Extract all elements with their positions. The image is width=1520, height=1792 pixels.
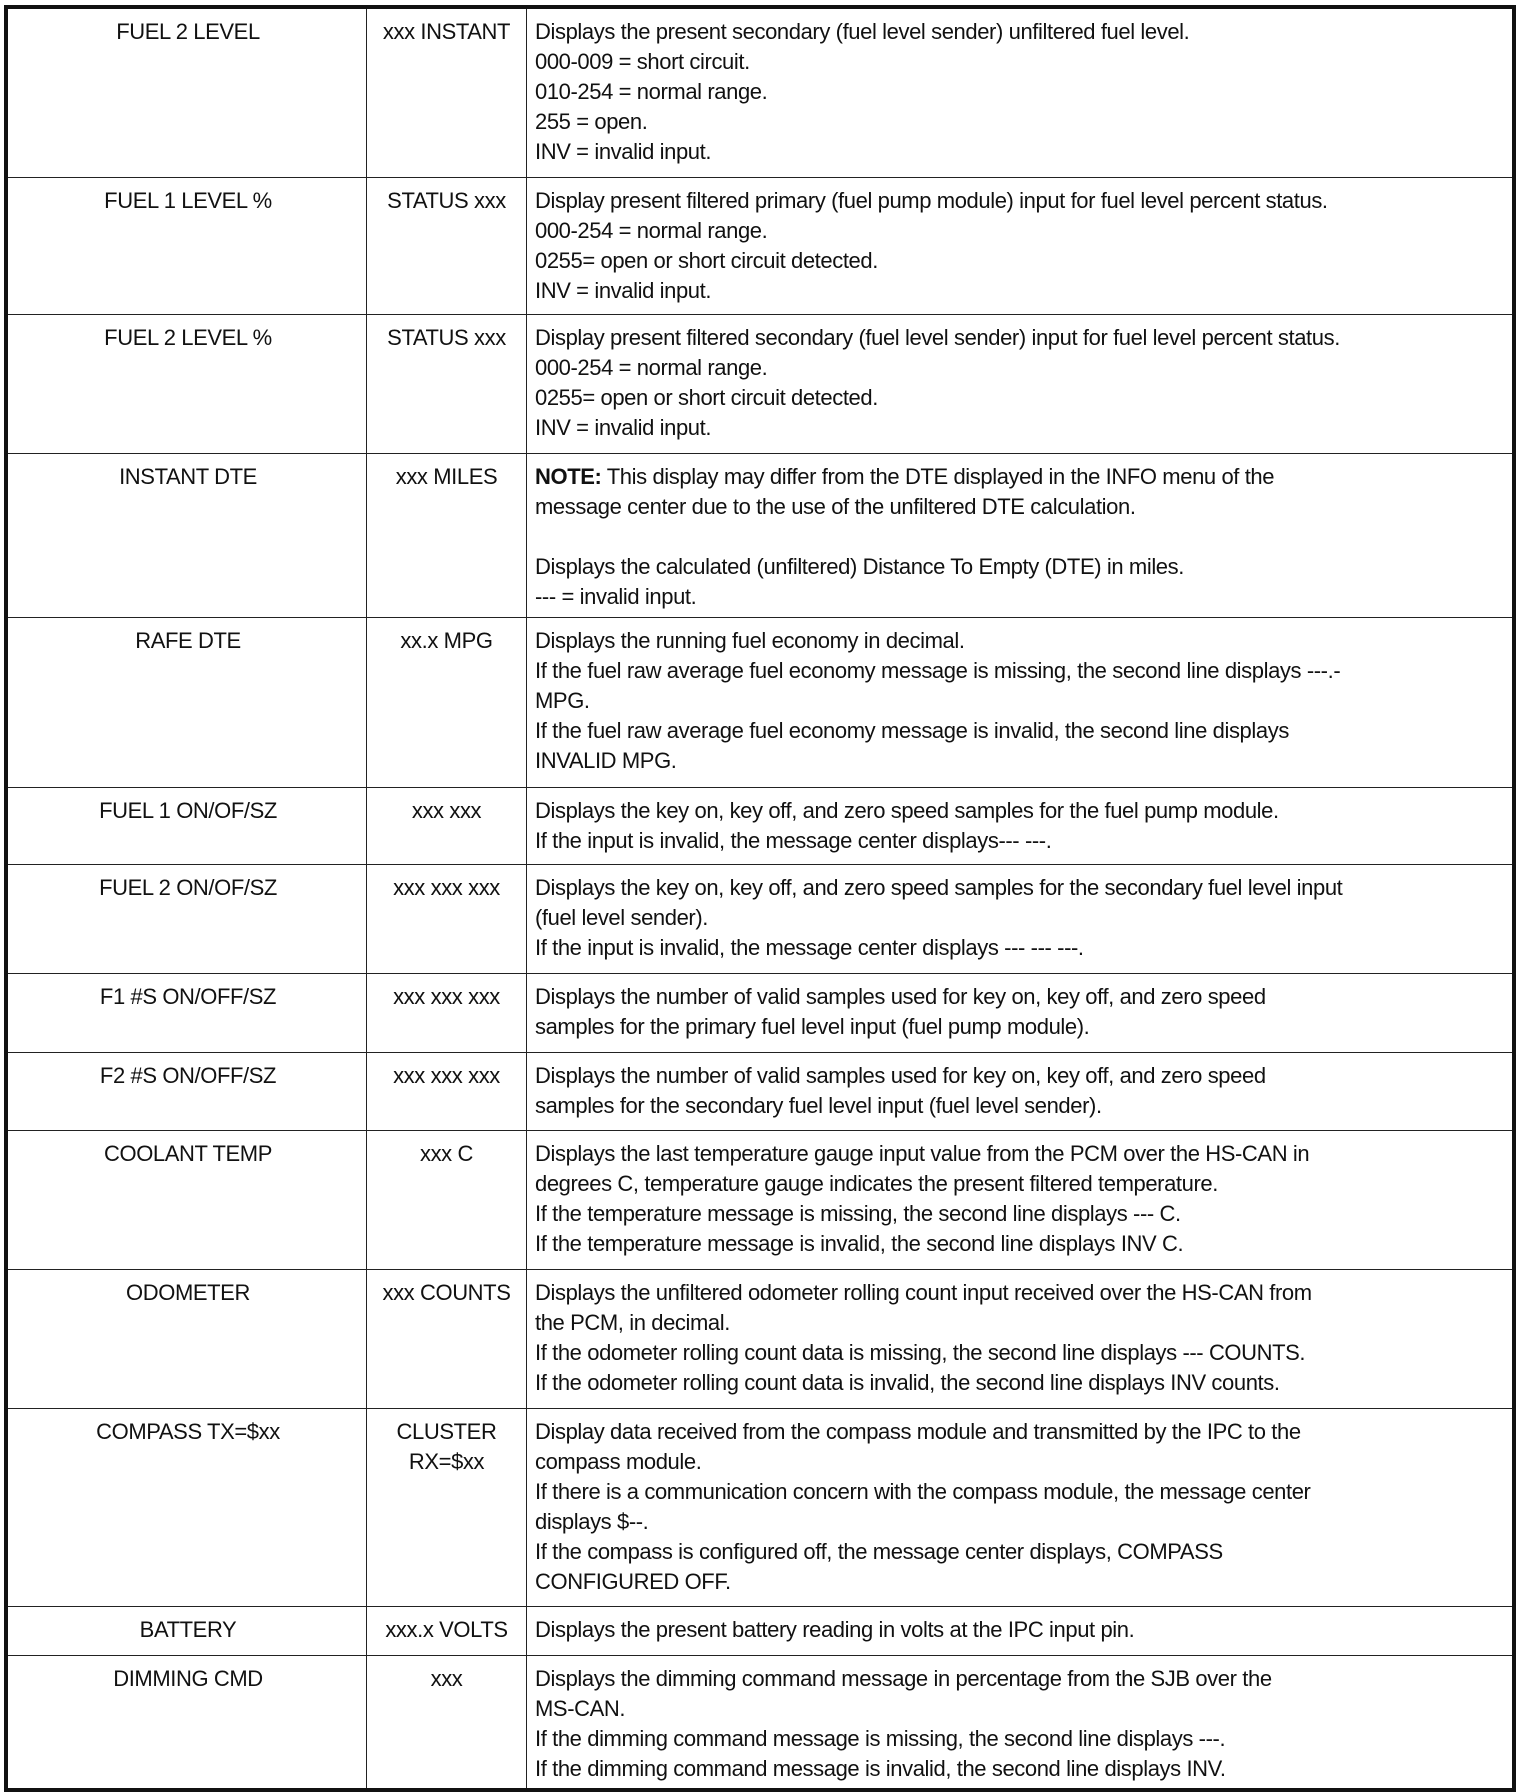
parameter-value: xxx xxx xxx: [367, 1052, 527, 1130]
description-line: MPG.: [535, 687, 590, 713]
description-line: Display present filtered secondary (fuel level sender) input for fuel level percent status.: [535, 324, 1340, 350]
description-line: [535, 462, 1506, 492]
description-line: If the dimming command message is missing, the second line displays ---.: [535, 1725, 1226, 1751]
description-line: Displays the running fuel economy in decimal.: [535, 627, 965, 653]
parameter-description: [527, 7, 1515, 177]
table-row: [6, 7, 1514, 177]
description-line: If there is a communication concern with the compass module, the message center: [535, 1478, 1311, 1504]
parameter-name: COOLANT TEMP: [6, 1130, 367, 1269]
description-line: samples for the primary fuel level input (fuel pump module).: [535, 1013, 1090, 1039]
description-line: 000-254 = normal range.: [535, 217, 768, 243]
description-line: Display present filtered primary (fuel pump module) input for fuel level percent status.: [535, 187, 1328, 213]
parameter-name: FUEL 2 LEVEL %: [6, 314, 367, 453]
parameter-name: INSTANT DTE: [6, 453, 367, 617]
description-line: Displays the last temperature gauge input value from the PCM over the HS-CAN in: [535, 1140, 1310, 1166]
parameter-value: xx.x MPG: [367, 617, 527, 787]
parameter-description: [527, 864, 1515, 973]
description-line: message center due to the use of the unfiltered DTE calculation.: [535, 493, 1136, 519]
description-line: INV = invalid input.: [535, 139, 712, 164]
parameter-value: xxx C: [367, 1130, 527, 1269]
description-line: INV = invalid input.: [535, 414, 712, 440]
table-row: [6, 1408, 1514, 1606]
table-row: [6, 787, 1514, 864]
table-row: [6, 1130, 1514, 1269]
description-line: the PCM, in decimal.: [535, 1309, 730, 1335]
parameter-description: [527, 787, 1515, 864]
description-line: Display data received from the compass module and transmitted by the IPC to the: [535, 1418, 1301, 1444]
parameter-description: [527, 1606, 1515, 1655]
table-row: [6, 973, 1514, 1052]
parameter-value: CLUSTER RX=$xx: [367, 1408, 527, 1606]
parameter-name: BATTERY: [6, 1606, 367, 1655]
description-line: Displays the key on, key off, and zero speed samples for the secondary fuel level input: [535, 874, 1343, 900]
parameter-name: COMPASS TX=$xx: [6, 1408, 367, 1606]
description-line: MS-CAN.: [535, 1695, 626, 1721]
parameter-name: FUEL 1 LEVEL %: [6, 177, 367, 314]
table-row: [6, 453, 1514, 617]
parameter-description: [527, 617, 1515, 787]
description-line: Displays the dimming command message in percentage from the SJB over the: [535, 1665, 1272, 1691]
note-text: This display may differ from the DTE displayed in the INFO menu of the: [601, 463, 1275, 489]
description-line: Displays the calculated (unfiltered) Distance To Empty (DTE) in miles.: [535, 553, 1184, 579]
parameter-value: xxx COUNTS: [367, 1269, 527, 1408]
parameter-value: xxx.x VOLTS: [367, 1606, 527, 1655]
table-row: [6, 1655, 1514, 1790]
description-line: If the input is invalid, the message center displays--- ---.: [535, 827, 1052, 853]
description-line: If the odometer rolling count data is invalid, the second line displays INV counts.: [535, 1369, 1280, 1395]
table-row: [6, 1269, 1514, 1408]
parameter-name: DIMMING CMD: [6, 1655, 367, 1790]
description-line: If the dimming command message is invalid, the second line displays INV.: [535, 1755, 1226, 1781]
parameter-value: xxx MILES: [367, 453, 527, 617]
parameter-description: [527, 1130, 1515, 1269]
description-line: (fuel level sender).: [535, 904, 708, 930]
table-row: [6, 177, 1514, 314]
parameter-description: [527, 1408, 1515, 1606]
parameter-description: [527, 1269, 1515, 1408]
parameter-name: F1 #S ON/OFF/SZ: [6, 973, 367, 1052]
description-line: 255 = open.: [535, 109, 648, 134]
description-line: If the input is invalid, the message center displays --- --- ---.: [535, 934, 1084, 960]
parameter-value: xxx xxx: [367, 787, 527, 864]
description-line: 0255= open or short circuit detected.: [535, 384, 878, 410]
parameter-name: ODOMETER: [6, 1269, 367, 1408]
description-line: compass module.: [535, 1448, 702, 1474]
parameter-value: xxx: [367, 1655, 527, 1790]
description-line: INV = invalid input.: [535, 277, 712, 303]
description-line: INVALID MPG.: [535, 747, 677, 773]
parameter-name: FUEL 2 LEVEL: [6, 7, 367, 177]
description-line: If the odometer rolling count data is missing, the second line displays --- COUNTS.: [535, 1339, 1306, 1365]
description-line: If the temperature message is missing, the second line displays --- C.: [535, 1200, 1181, 1226]
description-line: samples for the secondary fuel level input (fuel level sender).: [535, 1092, 1102, 1118]
description-line: Displays the present secondary (fuel level sender) unfiltered fuel level.: [535, 19, 1190, 44]
description-line: --- = invalid input.: [535, 583, 697, 609]
description-line: [535, 522, 1506, 552]
parameter-name: RAFE DTE: [6, 617, 367, 787]
parameter-value: STATUS xxx: [367, 177, 527, 314]
parameter-description: [527, 1655, 1515, 1790]
description-line: 000-254 = normal range.: [535, 354, 768, 380]
description-line: If the fuel raw average fuel economy message is invalid, the second line displays: [535, 717, 1289, 743]
parameter-description: [527, 453, 1515, 617]
parameter-description: [527, 314, 1515, 453]
description-line: If the temperature message is invalid, the second line displays INV C.: [535, 1230, 1184, 1256]
table-row: [6, 1606, 1514, 1655]
description-line: Displays the key on, key off, and zero speed samples for the fuel pump module.: [535, 797, 1279, 823]
parameter-name: FUEL 1 ON/OF/SZ: [6, 787, 367, 864]
table-row: [6, 864, 1514, 973]
description-line: 010-254 = normal range.: [535, 79, 768, 104]
note-label: NOTE:: [535, 463, 602, 489]
description-line: Displays the number of valid samples used for key on, key off, and zero speed: [535, 1062, 1266, 1088]
parameter-value: xxx INSTANT: [367, 7, 527, 177]
parameter-name: FUEL 2 ON/OF/SZ: [6, 864, 367, 973]
description-line: degrees C, temperature gauge indicates the present filtered temperature.: [535, 1170, 1218, 1196]
parameter-description: [527, 973, 1515, 1052]
parameter-value: xxx xxx xxx: [367, 973, 527, 1052]
parameter-table: [4, 5, 1516, 1792]
table-row: [6, 617, 1514, 787]
parameter-name: F2 #S ON/OFF/SZ: [6, 1052, 367, 1130]
description-line: displays $--.: [535, 1508, 649, 1534]
parameter-description: [527, 1052, 1515, 1130]
description-line: Displays the number of valid samples used for key on, key off, and zero speed: [535, 983, 1266, 1009]
table-row: [6, 1052, 1514, 1130]
description-line: If the compass is configured off, the message center displays, COMPASS: [535, 1538, 1223, 1564]
description-line: CONFIGURED OFF.: [535, 1568, 731, 1594]
table-row: [6, 314, 1514, 453]
parameter-description: [527, 177, 1515, 314]
parameter-value: STATUS xxx: [367, 314, 527, 453]
description-line: Displays the present battery reading in volts at the IPC input pin.: [535, 1616, 1135, 1642]
description-line: If the fuel raw average fuel economy message is missing, the second line displays ---.-: [535, 657, 1341, 683]
description-line: 0255= open or short circuit detected.: [535, 247, 878, 273]
parameter-value: xxx xxx xxx: [367, 864, 527, 973]
description-line: 000-009 = short circuit.: [535, 49, 750, 74]
description-line: Displays the unfiltered odometer rolling count input received over the HS-CAN from: [535, 1279, 1312, 1305]
